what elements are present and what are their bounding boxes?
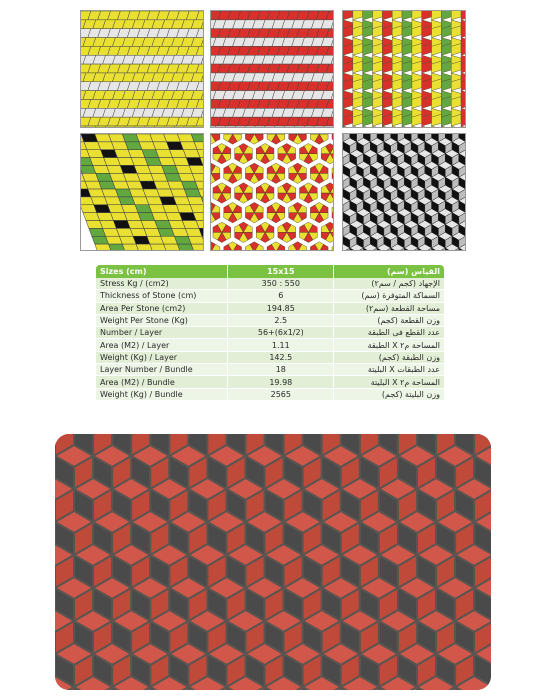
row-label-en: Weight Per Stone (Kg) <box>96 314 228 326</box>
pattern-red-gray-chevron <box>210 10 334 128</box>
table-row <box>96 339 444 351</box>
table-row <box>96 327 444 339</box>
row-label-ar: وزن الطبقة (كجم) <box>334 351 444 363</box>
row-value: 2.5 <box>228 314 334 326</box>
row-label-ar: عدد الطبقات X البليتة <box>334 364 444 376</box>
pattern-yellow-gray-chevron <box>80 10 204 128</box>
table-row <box>96 290 444 302</box>
table-row <box>96 351 444 363</box>
row-label-ar: عدد القطع فى الطبقة <box>334 327 444 339</box>
row-label-en: Stress Kg / (cm2) <box>96 278 228 290</box>
table-row <box>96 388 444 400</box>
row-label-en: Thickness of Stone (cm) <box>96 290 228 302</box>
table-row <box>96 314 444 326</box>
row-value: 142.5 <box>228 351 334 363</box>
row-label-ar: المساحة م٢ X البليتة <box>334 376 444 388</box>
table-header-row <box>96 265 444 278</box>
row-value: 194.85 <box>228 302 334 314</box>
row-value: 19.98 <box>228 376 334 388</box>
row-label-ar: المساحة م٢ X الطبقة <box>334 339 444 351</box>
row-label-ar: وزن القطعة (كجم) <box>334 314 444 326</box>
header-size-value: 15x15 <box>228 265 334 278</box>
photo-red-charcoal-paving <box>55 434 491 690</box>
row-label-en: Layer Number / Bundle <box>96 364 228 376</box>
row-label-en: Weight (Kg) / Bundle <box>96 388 228 400</box>
table-row <box>96 278 444 290</box>
row-label-en: Area Per Stone (cm2) <box>96 302 228 314</box>
row-label-en: Area (M2) / Bundle <box>96 376 228 388</box>
row-label-en: Area (M2) / Layer <box>96 339 228 351</box>
row-label-en: Number / Layer <box>96 327 228 339</box>
table-row <box>96 302 444 314</box>
row-value: 56+(6x1/2) <box>228 327 334 339</box>
header-sizes-en: Sizes (cm) <box>96 265 228 278</box>
row-value: 6 <box>228 290 334 302</box>
table-row <box>96 364 444 376</box>
specification-table <box>96 265 444 401</box>
row-value: 18 <box>228 364 334 376</box>
table-row <box>96 376 444 388</box>
row-label-ar: مساحة القطعة (سم٢) <box>334 302 444 314</box>
row-label-en: Weight (Kg) / Layer <box>96 351 228 363</box>
row-value: 350 : 550 <box>228 278 334 290</box>
pattern-red-yellow-star <box>210 133 334 251</box>
pattern-yellow-green-shift <box>80 133 204 251</box>
row-label-ar: وزن البليتة (كجم) <box>334 388 444 400</box>
pattern-multicolor-chevron <box>342 10 466 128</box>
row-label-ar: الإجهاد (كجم / سم٢) <box>334 278 444 290</box>
header-sizes-ar: القياس (سم) <box>334 265 444 278</box>
row-value: 1.11 <box>228 339 334 351</box>
row-label-ar: السماكة المتوفرة (سم) <box>334 290 444 302</box>
row-value: 2565 <box>228 388 334 400</box>
pattern-black-gray-cube <box>342 133 466 251</box>
